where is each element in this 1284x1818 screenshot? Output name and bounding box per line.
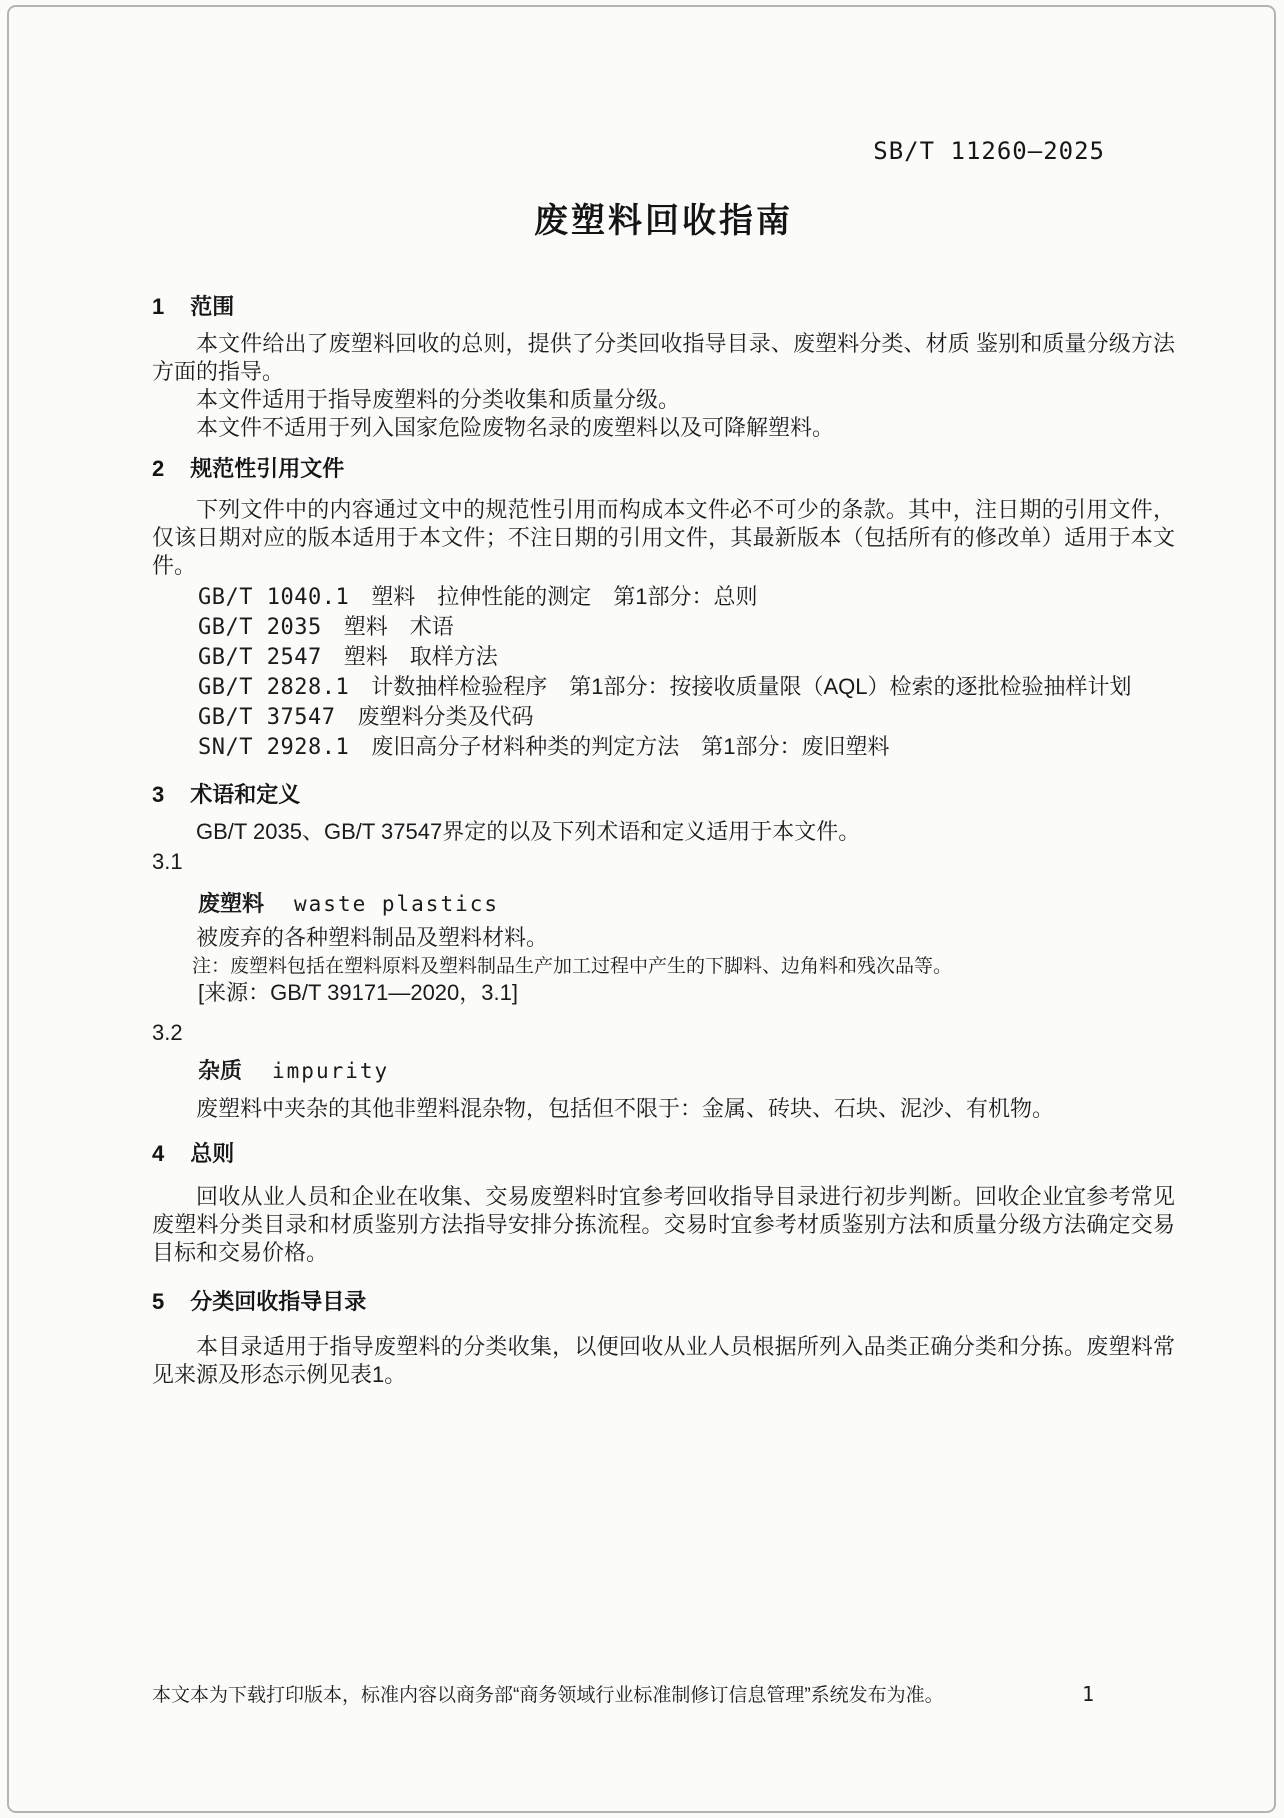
section-1-title: 范围 bbox=[190, 294, 235, 319]
section-2-title: 规范性引用文件 bbox=[190, 456, 345, 481]
reference-title: 塑料 拉伸性能的测定 第1部分：总则 bbox=[371, 584, 758, 609]
general-principles-paragraph: 回收从业人员和企业在收集、交易废塑料时宜参考回收指导目录进行初步判断。回收企业宜参考常见废塑料分类目录和材质鉴别方法指导安排分拣流程。交易时宜参考材质鉴别方法和质量分级方法确定交易目标和交易价格。 bbox=[152, 1184, 1175, 1265]
section-5-number: 5 bbox=[152, 1289, 165, 1314]
reference-code: SN/T 2928.1 bbox=[198, 735, 350, 760]
reference-item bbox=[198, 642, 1175, 672]
reference-title: 塑料 取样方法 bbox=[343, 644, 498, 669]
section-4-heading bbox=[152, 1139, 1175, 1169]
term-3-2-name-en: impurity bbox=[272, 1059, 390, 1083]
reference-title: 计数抽样检验程序 第1部分：按接收质量限（AQL）检索的逐批检验抽样计划 bbox=[371, 674, 1132, 699]
reference-code: GB/T 2035 bbox=[198, 615, 322, 640]
reference-item bbox=[198, 702, 1175, 732]
scope-paragraph-3: 本文件不适用于列入国家危险废物名录的废塑料以及可降解塑料。 bbox=[196, 415, 835, 440]
document-content bbox=[152, 0, 1175, 1389]
term-3-1-definition: 被废弃的各种塑料制品及塑料材料。 bbox=[196, 925, 549, 950]
section-2-heading bbox=[152, 454, 1175, 484]
section-2-number: 2 bbox=[152, 456, 165, 481]
reference-code: GB/T 2828.1 bbox=[198, 675, 350, 700]
normative-references-list bbox=[152, 582, 1175, 762]
page-number: 1 bbox=[1082, 1682, 1095, 1706]
term-3-2-line bbox=[198, 1057, 1175, 1085]
section-5-heading bbox=[152, 1287, 1175, 1317]
scope-paragraph-1: 本文件给出了废塑料回收的总则，提供了分类回收指导目录、废塑料分类、材质 鉴别和质量分级方法方面的指导。 bbox=[152, 331, 1175, 384]
reference-title: 塑料 术语 bbox=[343, 614, 454, 639]
term-3-1-note: 注：废塑料包括在塑料原料及塑料制品生产加工过程中产生的下脚料、边角料和残次品等。 bbox=[192, 956, 953, 977]
section-3-heading bbox=[152, 780, 1175, 810]
reference-title: 废塑料分类及代码 bbox=[357, 704, 534, 729]
normative-references-intro: 下列文件中的内容通过文中的规范性引用而构成本文件必不可少的条款。其中，注日期的引用文件，仅该日期对应的版本适用于本文件；不注日期的引用文件，其最新版本（包括所有的修改单）适用于本文件。 bbox=[152, 497, 1175, 578]
section-4-number: 4 bbox=[152, 1141, 165, 1166]
section-3-number: 3 bbox=[152, 782, 165, 807]
term-3-2-number: 3.2 bbox=[152, 1020, 183, 1045]
footer-disclaimer: 本文本为下载打印版本，标准内容以商务部“商务领域行业标准制修订信息管理”系统发布为准。 bbox=[152, 1685, 944, 1706]
section-3-title: 术语和定义 bbox=[190, 782, 301, 807]
section-4-title: 总则 bbox=[190, 1141, 235, 1166]
term-3-2-definition: 废塑料中夹杂的其他非塑料混杂物，包括但不限于：金属、砖块、石块、泥沙、有机物。 bbox=[196, 1096, 1055, 1121]
reference-code: GB/T 1040.1 bbox=[198, 585, 350, 610]
section-5-title: 分类回收指导目录 bbox=[190, 1289, 367, 1314]
reference-item bbox=[198, 672, 1175, 702]
standard-code: SB/T 11260—2025 bbox=[873, 137, 1105, 165]
reference-code: GB/T 2547 bbox=[198, 645, 322, 670]
term-3-1-source: [来源：GB/T 39171—2020，3.1] bbox=[198, 980, 518, 1005]
section-1-heading bbox=[152, 292, 1175, 322]
reference-title: 废旧高分子材料种类的判定方法 第1部分：废旧塑料 bbox=[371, 734, 890, 759]
terms-intro: GB/T 2035、GB/T 37547界定的以及下列术语和定义适用于本文件。 bbox=[196, 819, 861, 844]
section-1-number: 1 bbox=[152, 294, 165, 319]
term-3-1-line bbox=[198, 890, 1175, 918]
reference-item bbox=[198, 582, 1175, 612]
catalogue-paragraph: 本目录适用于指导废塑料的分类收集，以便回收从业人员根据所列入品类正确分类和分拣。废塑料常见来源及形态示例见表1。 bbox=[152, 1334, 1175, 1387]
term-3-1-number: 3.1 bbox=[152, 849, 183, 874]
reference-item bbox=[198, 612, 1175, 642]
reference-code: GB/T 37547 bbox=[198, 705, 336, 730]
term-3-1-name-en: waste plastics bbox=[294, 892, 500, 916]
scope-paragraph-2: 本文件适用于指导废塑料的分类收集和质量分级。 bbox=[196, 387, 681, 412]
term-3-2-name-cn: 杂质 bbox=[198, 1058, 243, 1083]
document-title: 废塑料回收指南 bbox=[534, 202, 793, 240]
term-3-1-name-cn: 废塑料 bbox=[198, 891, 265, 916]
reference-item bbox=[198, 732, 1175, 762]
